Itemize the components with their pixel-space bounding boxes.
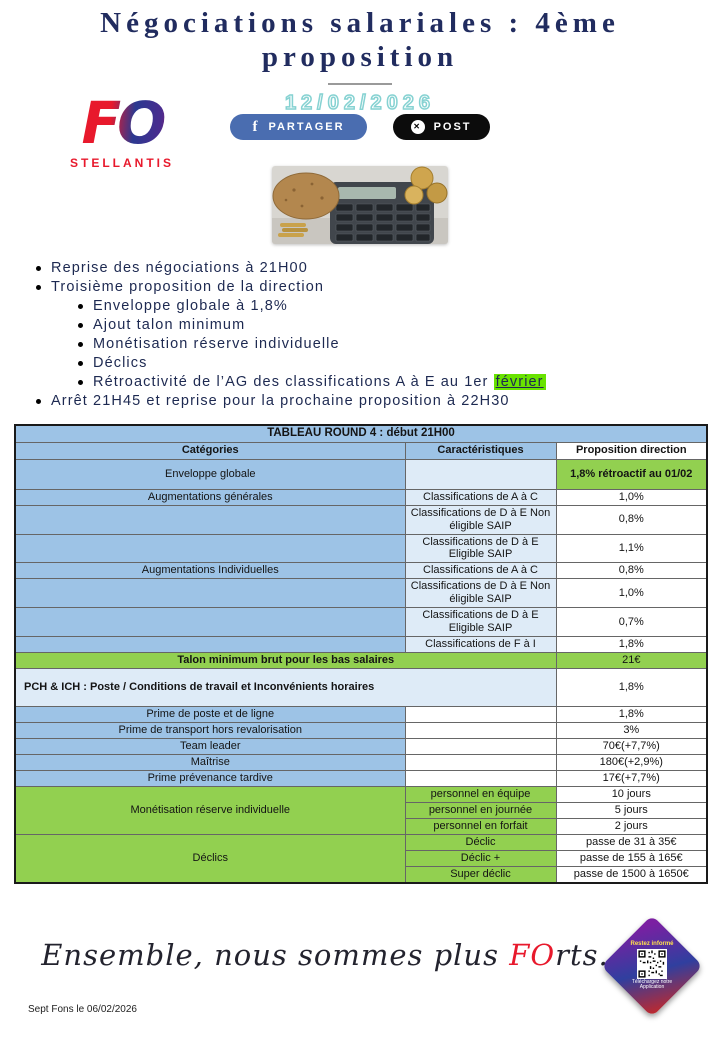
post-button-label: POST bbox=[433, 121, 472, 133]
bullet-item bbox=[36, 279, 696, 296]
table-cell bbox=[15, 505, 405, 534]
table-cell: 70€(+7,7%) bbox=[556, 739, 707, 755]
slogan-accent: FO bbox=[509, 938, 556, 972]
table-cell: Team leader bbox=[15, 739, 405, 755]
table-cell bbox=[405, 771, 556, 787]
slogan-text-end: rts. bbox=[555, 938, 609, 972]
table-cell: Déclics bbox=[15, 835, 405, 883]
table-cell: Déclic + bbox=[405, 851, 556, 867]
table-cell: Augmentations Individuelles bbox=[15, 563, 405, 579]
bullet-item bbox=[36, 393, 696, 410]
table-cell bbox=[405, 739, 556, 755]
table-cell: Déclic bbox=[405, 835, 556, 851]
title-line-2: proposition bbox=[261, 41, 459, 74]
table-cell: 3% bbox=[556, 723, 707, 739]
bullet-dot bbox=[78, 342, 83, 347]
table-cell bbox=[405, 755, 556, 771]
column-header: Caractéristiques bbox=[405, 442, 556, 459]
table-cell bbox=[405, 459, 556, 489]
share-facebook-button[interactable] bbox=[230, 114, 366, 140]
share-button-label: PARTAGER bbox=[268, 121, 345, 133]
bullet-text: Déclics bbox=[93, 355, 148, 371]
table-cell: Monétisation réserve individuelle bbox=[15, 787, 405, 835]
title-divider bbox=[328, 83, 392, 85]
bullet-item bbox=[78, 374, 696, 391]
table-cell: 21€ bbox=[556, 653, 707, 669]
table-cell bbox=[15, 608, 405, 637]
bullet-item bbox=[36, 260, 696, 277]
post-x-button[interactable] bbox=[393, 114, 490, 140]
share-buttons-row bbox=[0, 114, 720, 140]
qr-code-icon bbox=[637, 949, 667, 979]
table-cell: personnel en journée bbox=[405, 803, 556, 819]
bullet-item bbox=[78, 317, 696, 334]
title-line-1: Négociations salariales : 4ème bbox=[100, 7, 620, 39]
app-qr-badge bbox=[601, 915, 703, 1017]
column-header: Catégories bbox=[15, 442, 405, 459]
table-cell: 1,8% bbox=[556, 637, 707, 653]
table-cell: Prime de poste et de ligne bbox=[15, 707, 405, 723]
table-cell: Prime de transport hors revalorisation bbox=[15, 723, 405, 739]
table-cell: 1,1% bbox=[556, 534, 707, 563]
table-cell: Classifications de A à C bbox=[405, 489, 556, 505]
table-cell: Augmentations générales bbox=[15, 489, 405, 505]
qr-badge-content bbox=[616, 930, 688, 1002]
bullet-list bbox=[36, 260, 696, 412]
bullet-text: Monétisation réserve individuelle bbox=[93, 336, 340, 352]
slogan-text: Ensemble, nous sommes plus bbox=[41, 938, 510, 972]
table-cell: 1,0% bbox=[556, 489, 707, 505]
table-cell: Prime prévenance tardive bbox=[15, 771, 405, 787]
potato-calculator-photo bbox=[272, 166, 448, 244]
table-cell: Classifications de F à I bbox=[405, 637, 556, 653]
table-cell bbox=[405, 707, 556, 723]
table-cell: 1,8% bbox=[556, 707, 707, 723]
table-cell: 0,8% bbox=[556, 563, 707, 579]
fo-logo-text: FO bbox=[64, 94, 180, 152]
table-cell: Maîtrise bbox=[15, 755, 405, 771]
table-cell: passe de 31 à 35€ bbox=[556, 835, 707, 851]
table-cell: 1,8% bbox=[556, 669, 707, 707]
bullet-dot bbox=[36, 285, 41, 290]
table-cell: 5 jours bbox=[556, 803, 707, 819]
x-icon: ✕ bbox=[411, 120, 425, 134]
facebook-icon: f bbox=[252, 118, 260, 135]
bullet-text: Enveloppe globale à 1,8% bbox=[93, 298, 288, 314]
table-cell: Classifications de D à E Non éligible SAIP bbox=[405, 505, 556, 534]
table-cell: personnel en équipe bbox=[405, 787, 556, 803]
table-cell: passe de 1500 à 1650€ bbox=[556, 867, 707, 883]
table-cell: Enveloppe globale bbox=[15, 459, 405, 489]
footnote: Sept Fons le 06/02/2026 bbox=[28, 1004, 137, 1015]
highlighted-text: février bbox=[495, 374, 544, 390]
table-cell bbox=[405, 723, 556, 739]
table-cell: 17€(+7,7%) bbox=[556, 771, 707, 787]
bullet-item bbox=[78, 336, 696, 353]
article-image bbox=[272, 166, 448, 244]
table-cell bbox=[15, 579, 405, 608]
table-cell: Classifications de D à E Eligible SAIP bbox=[405, 534, 556, 563]
bullet-dot bbox=[78, 304, 83, 309]
table-cell: 0,7% bbox=[556, 608, 707, 637]
round-table bbox=[14, 424, 708, 884]
bullet-dot bbox=[78, 361, 83, 366]
bullet-text: Rétroactivité de l’AG des classifications A à E au 1er février bbox=[93, 374, 544, 390]
table-cell bbox=[15, 534, 405, 563]
bullet-item bbox=[78, 298, 696, 315]
page-title bbox=[0, 0, 720, 74]
bullet-dot bbox=[36, 266, 41, 271]
bullet-item bbox=[78, 355, 696, 372]
table-cell: 10 jours bbox=[556, 787, 707, 803]
table-cell: 1,8% rétroactif au 01/02 bbox=[556, 459, 707, 489]
column-header: Proposition direction bbox=[556, 442, 707, 459]
table-cell: Classifications de D à E Non éligible SAIP bbox=[405, 579, 556, 608]
table-cell: Talon minimum brut pour les bas salaires bbox=[15, 653, 556, 669]
qr-caption-bottom: Téléchargez notre Application bbox=[631, 978, 673, 991]
table-cell: 180€(+2,9%) bbox=[556, 755, 707, 771]
bullet-dot bbox=[36, 399, 41, 404]
table-cell: Classifications de D à E Eligible SAIP bbox=[405, 608, 556, 637]
bullet-dot bbox=[78, 323, 83, 328]
table-title: TABLEAU ROUND 4 : début 21H00 bbox=[15, 425, 707, 442]
bullet-text: Arrêt 21H45 et reprise pour la prochaine proposition à 22H30 bbox=[51, 393, 510, 409]
table-cell bbox=[15, 637, 405, 653]
table-cell: 2 jours bbox=[556, 819, 707, 835]
publish-date: 12/02/2026 bbox=[284, 92, 436, 115]
table-cell: personnel en forfait bbox=[405, 819, 556, 835]
qr-caption-top: Restez informé bbox=[630, 941, 674, 948]
table-cell: PCH & ICH : Poste / Conditions de travail et Inconvénients horaires bbox=[15, 669, 556, 707]
logo-subtext: STELLANTIS bbox=[70, 156, 174, 170]
bullet-text: Ajout talon minimum bbox=[93, 317, 246, 333]
table-cell: 0,8% bbox=[556, 505, 707, 534]
table-cell: Super déclic bbox=[405, 867, 556, 883]
table-cell: Classifications de A à C bbox=[405, 563, 556, 579]
bullet-text: Reprise des négociations à 21H00 bbox=[51, 260, 308, 276]
table-cell: passe de 155 à 165€ bbox=[556, 851, 707, 867]
slogan bbox=[0, 938, 650, 972]
table-cell: 1,0% bbox=[556, 579, 707, 608]
bullet-dot bbox=[78, 380, 83, 385]
bullet-text: Troisième proposition de la direction bbox=[51, 279, 325, 295]
